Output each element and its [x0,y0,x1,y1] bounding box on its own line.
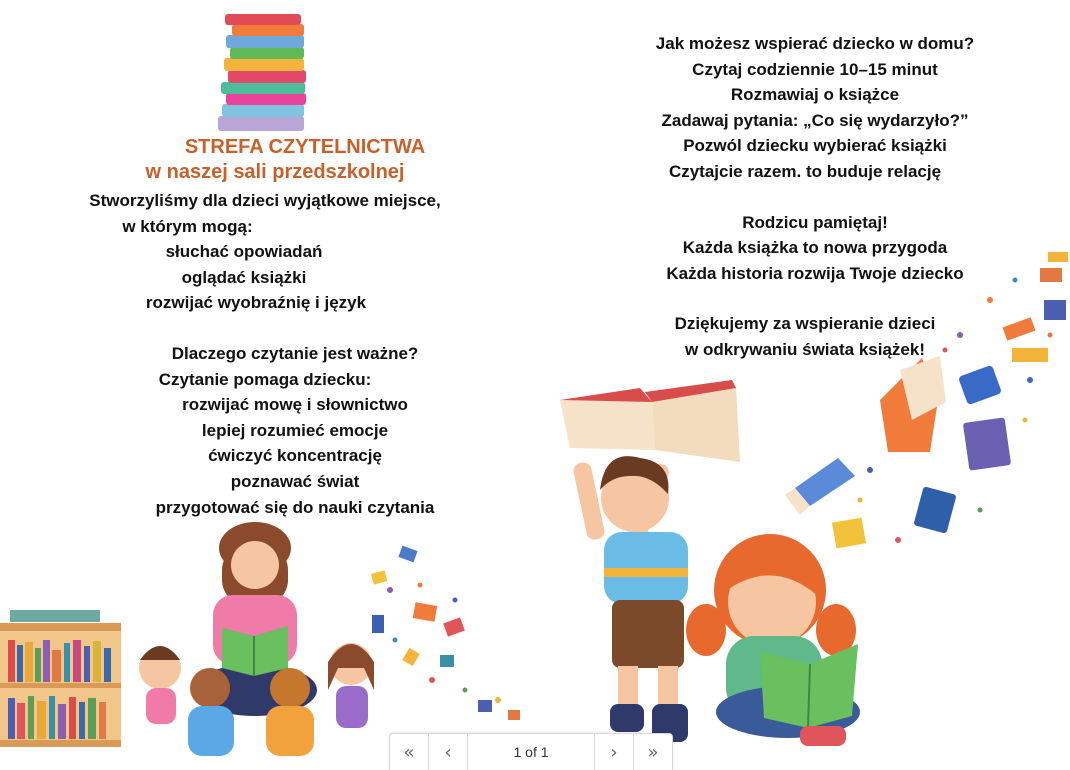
title-reading-zone: STREFA CZYTELNICTWA [184,136,426,158]
right-line: Pozwól dziecku wybierać książki [683,136,947,156]
left-line: Czytanie pomaga dziecku: [158,369,372,389]
right-line: Czytaj codziennie 10–15 minut [692,59,938,79]
left-line: w którym mogą: [122,216,253,236]
boy-holding-book-icon [560,380,740,742]
right-line: Każda historia rozwija Twoje dziecko [666,263,964,283]
right-line: Jak możesz wspierać dziecko w domu? [655,34,975,53]
girl-reading-icon [686,534,860,746]
page-indicator: 1 of 1 [513,744,549,760]
first-page-button[interactable]: « [390,734,429,770]
right-line: Każda książka to nowa przygoda [682,238,948,258]
flying-books-icon [371,546,520,720]
last-page-button[interactable]: » [633,734,672,770]
left-line: przygotować się do nauki czytania [155,497,435,517]
left-line: poznawać świat [230,471,360,491]
right-line: Rodzicu pamiętaj! [742,212,888,232]
next-page-button[interactable]: › [594,734,633,770]
book-stack-icon [218,14,306,131]
left-text-block [40,134,490,520]
left-line: słuchać opowiadań [165,242,323,262]
left-line: rozwijać wyobraźnię i język [145,293,367,313]
left-line: Dlaczego czytanie jest ważne? [171,343,419,363]
right-line: Rozmawiaj o książce [730,85,900,105]
left-line: Stworzyliśmy dla dzieci wyjątkowe miejsce, [89,191,441,210]
right-line: Czytajcie razem. to buduje relację [668,161,942,181]
left-line: lepiej rozumieć emocje [201,420,389,440]
subtitle-classroom: w naszej sali przedszkolnej [145,161,405,183]
page-navigation [389,733,673,770]
right-line: Zadawaj pytania: „Co się wydarzyło?” [661,110,969,130]
prev-page-button[interactable]: ‹ [429,734,468,770]
right-line: Dziękujemy za wspieranie dzieci [674,314,936,334]
right-line: w odkrywaniu świata książek! [685,339,925,359]
left-line: rozwijać mowę i słownictwo [182,395,408,415]
bookshelf-icon [0,610,121,747]
left-line: ćwiczyć koncentrację [208,446,382,466]
reading-teacher-icon [139,522,374,756]
right-text-block [600,31,1030,363]
left-line: oglądać książki [181,267,307,287]
